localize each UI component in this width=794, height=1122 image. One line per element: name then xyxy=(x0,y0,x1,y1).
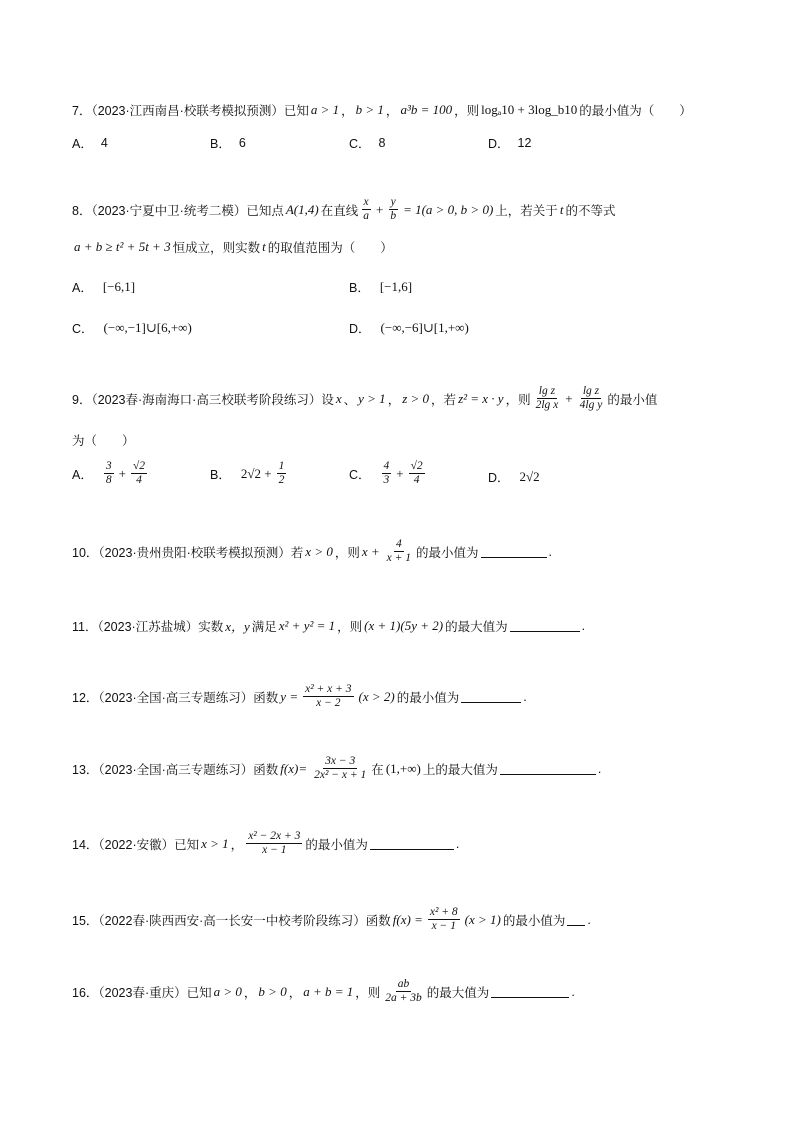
q8-text: 的不等式 xyxy=(565,203,616,218)
q8-inequality: a + b ≥ t² + 5t + 3 xyxy=(74,239,171,254)
choice-label: A． xyxy=(72,137,93,151)
q11-cond: x² + y² = 1 xyxy=(278,617,336,633)
question-15-stem xyxy=(72,906,591,933)
q7-choice-b[interactable] xyxy=(210,134,246,152)
q14-frac xyxy=(246,830,302,857)
choice-value: 6 xyxy=(238,136,246,150)
question-9-stem xyxy=(72,385,657,412)
frac-num: 3 xyxy=(104,460,114,474)
choice-label: B． xyxy=(210,467,231,482)
q10-suffix: 的最小值为 xyxy=(416,545,479,560)
q11-text: 满足 xyxy=(251,619,277,634)
q8-text: 上，若关于 xyxy=(495,203,558,218)
q9-cond: z > 0 xyxy=(402,390,430,406)
frac-num: x² − 2x + 3 xyxy=(246,830,302,844)
q8-var: t xyxy=(262,239,266,254)
question-7-stem xyxy=(72,101,692,119)
choice-label: D． xyxy=(488,137,510,151)
choice-value: 12 xyxy=(517,136,532,150)
frac-den: 4lg y xyxy=(579,399,603,412)
question-16-stem xyxy=(72,978,575,1005)
choice-value: 4 xyxy=(100,136,108,150)
period: . xyxy=(548,544,553,559)
frac-den: 4 xyxy=(413,474,420,487)
q16-prefix: 16．（2023春·重庆）已知 xyxy=(72,985,212,1000)
frac-den: 4 xyxy=(136,474,142,487)
question-13-stem xyxy=(72,755,601,782)
choice-label: D． xyxy=(488,471,510,485)
frac xyxy=(104,460,114,487)
q10-expr: x + xyxy=(361,543,380,559)
frac-num: x² + x + 3 xyxy=(303,683,353,697)
period: . xyxy=(597,761,602,776)
choice-value: 2√2 xyxy=(519,469,540,484)
q8-choice-b[interactable] xyxy=(349,278,414,296)
q16-sep: ， xyxy=(243,985,257,1000)
q10-text: ，则 xyxy=(334,545,360,560)
choice-value: (−∞,−6]∪[1,+∞) xyxy=(380,320,469,335)
frac-num: √2 xyxy=(131,460,147,474)
frac xyxy=(382,460,392,487)
plus-sign: + xyxy=(396,465,404,481)
q7-sep: ， xyxy=(341,104,354,118)
choice-label: A． xyxy=(72,467,93,482)
q8-text: 恒成立，则实数 xyxy=(172,241,261,255)
q9-choice-d[interactable] xyxy=(488,468,542,486)
q7-suffix: 的最小值为（ ） xyxy=(579,104,692,118)
q8-choice-c[interactable] xyxy=(72,319,194,337)
q9-sep: ，若 xyxy=(431,392,457,407)
q10-frac xyxy=(385,538,413,565)
question-8-stem: 8．（2023·宁夏中卫·统考二模）已知点 A(1,4) 在直线 $\frac{x}{a}$ + $\frac{y}{b}$ = 1(a > 0, b > 0) 上，若关于 t 的不等式 xyxy=(72,196,616,223)
choice-value: (−∞,−1]∪[6,+∞) xyxy=(103,320,192,335)
q7-choice-c[interactable] xyxy=(349,134,385,152)
q8-suffix: 的取值范围为（ ） xyxy=(267,241,393,255)
q12-cond: (x > 2) xyxy=(358,688,395,704)
q8-choice-a[interactable] xyxy=(72,278,137,296)
q14-text: ， xyxy=(230,837,244,852)
q12-frac xyxy=(303,683,353,710)
frac-den: 2 xyxy=(278,474,285,487)
period: . xyxy=(581,618,586,633)
q9-prefix: 9．（2023春·海南海口·高三校联考阶段练习）设 xyxy=(72,392,334,407)
frac-num: lg z xyxy=(581,385,601,399)
q9-cond: y > 1 xyxy=(358,390,386,406)
q7-choice-d[interactable] xyxy=(488,134,531,152)
q13-text: 在 xyxy=(371,762,384,777)
q9-suffix: 的最小值 xyxy=(607,392,658,407)
q9-var: x xyxy=(335,390,342,406)
frac xyxy=(277,460,287,487)
q8-point: A(1,4) xyxy=(285,201,319,217)
q7-cond-a: a > 1 xyxy=(310,102,340,117)
q10-cond: x > 0 xyxy=(305,543,333,559)
q9-choice-a[interactable] xyxy=(72,460,150,487)
q14-suffix: 的最小值为 xyxy=(305,837,368,852)
q14-cond: x > 1 xyxy=(201,835,229,851)
choice-label: C． xyxy=(349,137,371,151)
choice-value: [−1,6] xyxy=(379,279,413,294)
q9-cond: z² = x · y xyxy=(458,390,504,406)
frac-den: 8 xyxy=(105,474,112,487)
q15-lhs: f(x) = xyxy=(392,911,423,927)
q9-sep: ，则 xyxy=(505,392,531,407)
q13-prefix: 13．（2023·全国·高三专题练习）函数 xyxy=(72,762,279,777)
frac-den: x − 1 xyxy=(262,844,287,857)
period: . xyxy=(455,836,460,851)
q9-frac-2 xyxy=(578,385,605,412)
plus-sign: + xyxy=(118,465,126,481)
frac-num: 3x − 3 xyxy=(323,755,357,769)
q11-text: ，则 xyxy=(337,619,363,634)
frac-num: √2 xyxy=(409,460,425,474)
answer-blank[interactable] xyxy=(370,837,454,850)
answer-blank[interactable] xyxy=(461,690,521,703)
frac-num: 4 xyxy=(394,538,404,552)
q8-choice-d[interactable] xyxy=(349,319,471,337)
frac-den: 2x² − x + 1 xyxy=(314,769,367,782)
period: . xyxy=(571,984,575,999)
choice-label: B． xyxy=(210,137,231,151)
q13-frac xyxy=(312,755,368,782)
q8-text: 在直线 xyxy=(320,203,359,218)
frac-den: a xyxy=(363,210,369,223)
q15-suffix: 的最小值为 xyxy=(502,913,566,928)
q9-choice-c[interactable] xyxy=(349,460,428,487)
frac-num: 4 xyxy=(382,460,392,474)
choice-value: [−6,1] xyxy=(102,279,136,294)
q13-lhs: f(x)= xyxy=(280,760,308,776)
answer-blank[interactable] xyxy=(500,762,596,775)
question-12-stem xyxy=(72,683,527,710)
choice-value: 8 xyxy=(378,136,386,150)
question-10-stem xyxy=(72,538,552,565)
q16-frac xyxy=(383,978,424,1005)
q8-frac-y xyxy=(388,196,398,223)
q9-sep: 、 xyxy=(343,392,357,407)
q13-interval: (1,+∞) xyxy=(385,760,421,776)
q16-sep: ， xyxy=(288,985,302,1000)
q13-suffix: 上的最大值为 xyxy=(422,762,498,777)
q15-prefix: 15．（2022春·陕西西安·高一长安一中校考阶段练习）函数 xyxy=(72,913,391,928)
frac-den: b xyxy=(390,210,397,223)
choice-label: D． xyxy=(349,322,371,336)
choice-label: C． xyxy=(349,467,371,482)
frac-num: y xyxy=(389,196,398,210)
q7-cond-eq: a³b = 100 xyxy=(400,102,453,117)
frac-num: x² + 8 xyxy=(428,906,460,920)
q7-expression: logₐ10 + 3log_b10 xyxy=(481,102,578,117)
q16-text: ，则 xyxy=(355,985,381,1000)
frac xyxy=(409,460,425,487)
q11-vars: x，y xyxy=(225,619,250,634)
answer-blank[interactable] xyxy=(491,985,569,998)
question-14-stem xyxy=(72,830,459,857)
frac-den: 2a + 3b xyxy=(385,992,422,1005)
q14-prefix: 14．（2022·安徽）已知 xyxy=(72,837,200,852)
choice-label: A． xyxy=(72,281,93,295)
plus-sign: + xyxy=(565,390,573,406)
q16-cond: a > 0 xyxy=(213,983,242,999)
question-8-line2 xyxy=(72,238,393,256)
q16-cond: b > 0 xyxy=(258,983,287,999)
frac-den: x − 2 xyxy=(316,697,341,710)
q15-frac xyxy=(428,906,460,933)
q7-choice-a[interactable] xyxy=(72,134,108,152)
frac-num: lg z xyxy=(537,385,557,399)
q8-prefix: 8．（2023·宁夏中卫·统考二模）已知点 xyxy=(72,203,284,218)
frac-den: 2lg x xyxy=(535,399,559,412)
period: . xyxy=(523,689,527,704)
q7-sep: ， xyxy=(385,104,399,118)
question-11-stem xyxy=(72,616,585,635)
frac-num: ab xyxy=(396,978,412,992)
q16-cond: a + b = 1 xyxy=(303,983,354,999)
q8-var: t xyxy=(559,201,564,217)
frac-den: 3 xyxy=(383,474,390,487)
q10-prefix: 10．（2023·贵州贵阳·校联考模拟预测）若 xyxy=(72,545,304,560)
q7-cond-b: b > 1 xyxy=(355,102,384,117)
q11-suffix: 的最大值为 xyxy=(445,619,508,634)
q12-lhs: y = xyxy=(280,688,299,704)
q11-prefix: 11．（2023·江苏盐城）实数 xyxy=(72,619,224,634)
q9-choice-b[interactable] xyxy=(210,460,289,487)
choice-label: B． xyxy=(349,281,370,295)
q16-suffix: 的最大值为 xyxy=(426,985,490,1000)
q12-suffix: 的最小值为 xyxy=(396,690,460,705)
q9-suffix: 为（ ） xyxy=(72,434,135,448)
q8-frac-x xyxy=(361,196,371,223)
frac-den: x − 1 xyxy=(431,920,456,933)
q12-prefix: 12．（2023·全国·高三专题练习）函数 xyxy=(72,690,279,705)
q7-sep: ，则 xyxy=(454,104,480,118)
answer-blank[interactable] xyxy=(567,913,585,926)
q15-cond: (x > 1) xyxy=(464,911,501,927)
q9-frac-1 xyxy=(534,385,561,412)
frac-num: x xyxy=(362,196,371,210)
period: . xyxy=(587,912,591,927)
q7-prefix: 7．（2023·江西南昌·校联考模拟预测）已知 xyxy=(72,104,309,118)
answer-blank[interactable] xyxy=(481,545,547,558)
choice-value: 2√2 + xyxy=(240,465,272,481)
choice-label: C． xyxy=(72,322,94,336)
frac-den: x + 1 xyxy=(386,552,412,565)
frac xyxy=(131,460,147,487)
answer-blank[interactable] xyxy=(510,619,580,632)
q9-sep: ， xyxy=(387,392,401,407)
q8-line-rest: = 1(a > 0, b > 0) xyxy=(403,201,494,217)
q11-expr: (x + 1)(5y + 2) xyxy=(364,617,444,633)
frac-num: 1 xyxy=(277,460,287,474)
question-9-line2 xyxy=(72,431,135,449)
